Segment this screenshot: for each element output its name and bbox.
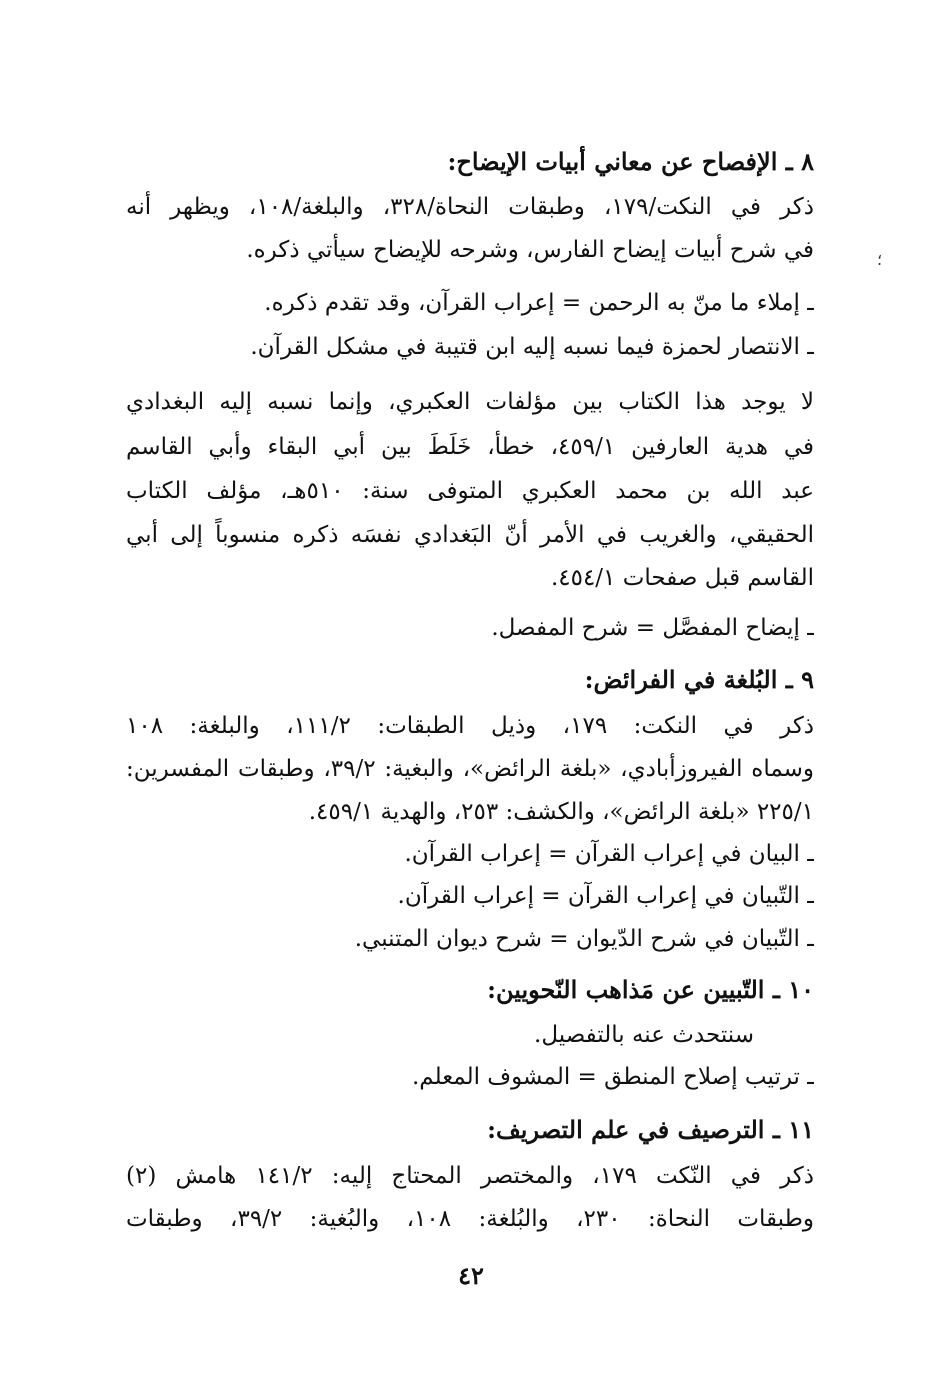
section-11-line1: ذكر في النّكت ١٧٩، والمختصر المحتاج إليه: ١٤١/٢ هامش (٢) <box>126 1163 814 1189</box>
section-8-item-3: ـ إيضاح المفصَّل = شرح المفصل. <box>491 615 814 641</box>
section-9-item-1: ـ البيان في إعراب القرآن = إعراب القرآن. <box>404 841 814 867</box>
section-8-p1-line1: ذكر في النكت/١٧٩، وطبقات النحاة/٣٢٨، والبلغة/١٠٨، ويظهر أنه <box>126 194 814 220</box>
section-8-p2-line1: لا يوجد هذا الكتاب بين مؤلفات العكبري، وإنما نسبه إليه البغدادي <box>126 389 814 415</box>
section-9-heading: ٩ ـ البُلغة في الفرائض: <box>584 665 814 694</box>
section-10-item-1: ـ ترتيب إصلاح المنطق = المشوف المعلم. <box>411 1064 814 1090</box>
section-8-p2-line4: الحقيقي، والغريب في الأمر أنّ البَغدادي نفسَه ذكره منسوباً إلى أبي <box>126 522 814 548</box>
section-8-item-1: ـ إملاء ما منّ به الرحمن = إعراب القرآن، وقد تقدم ذكره. <box>264 290 814 316</box>
section-9-line2: وسماه الفيروزأبادي، «بلغة الرائض»، والبغية: ٣٩/٢، وطبقات المفسرين: <box>126 756 814 782</box>
section-9-line1: ذكر في النكت: ١٧٩، وذيل الطبقات: ١١١/٢، والبلغة: ١٠٨ <box>126 713 814 739</box>
section-9-item-2: ـ التّبيان في إعراب القرآن = إعراب القرآن. <box>397 883 814 909</box>
section-10-line1: سنتحدث عنه بالتفصيل. <box>534 1022 754 1048</box>
section-9-item-3: ـ التّبيان في شرح الدّيوان = شرح ديوان المتنبي. <box>354 926 814 952</box>
section-8-item-2: ـ الانتصار لحمزة فيما نسبه إليه ابن قتيبة في مشكل القرآن. <box>250 334 814 360</box>
section-8-p2-line3: عبد الله بن محمد العكبري المتوفى سنة: ٥١٠هـ، مؤلف الكتاب <box>126 478 814 504</box>
section-8-heading: ٨ ـ الإفصاح عن معاني أبيات الإيضاح: <box>447 147 814 176</box>
section-11-line2: وطبقات النحاة: ٢٣٠، والبُلغة: ١٠٨، والبُغية: ٣٩/٢، وطبقات <box>126 1206 814 1232</box>
section-10-heading: ١٠ ـ التّبيين عن مَذاهب النّحويين: <box>487 975 814 1004</box>
section-9-line3: ٢٢٥/١ «بلغة الرائض»، والكشف: ٢٥٣، والهدية ٤٥٩/١. <box>308 799 814 825</box>
margin-mark: ؛ <box>877 250 883 269</box>
section-8-p2-line2: في هدية العارفين ٤٥٩/١، خطأ، خَلَطَ بين أبي البقاء وأبي القاسم <box>126 434 814 460</box>
page-number: ٤٢ <box>458 1261 484 1290</box>
section-8-p2-line5: القاسم قبل صفحات ٤٥٤/١. <box>550 565 814 591</box>
section-8-p1-line2: في شرح أبيات إيضاح الفارس، وشرحه للإيضاح سيأتي ذكره. <box>246 237 814 263</box>
section-11-heading: ١١ ـ الترصيف في علم التصريف: <box>487 1115 814 1144</box>
